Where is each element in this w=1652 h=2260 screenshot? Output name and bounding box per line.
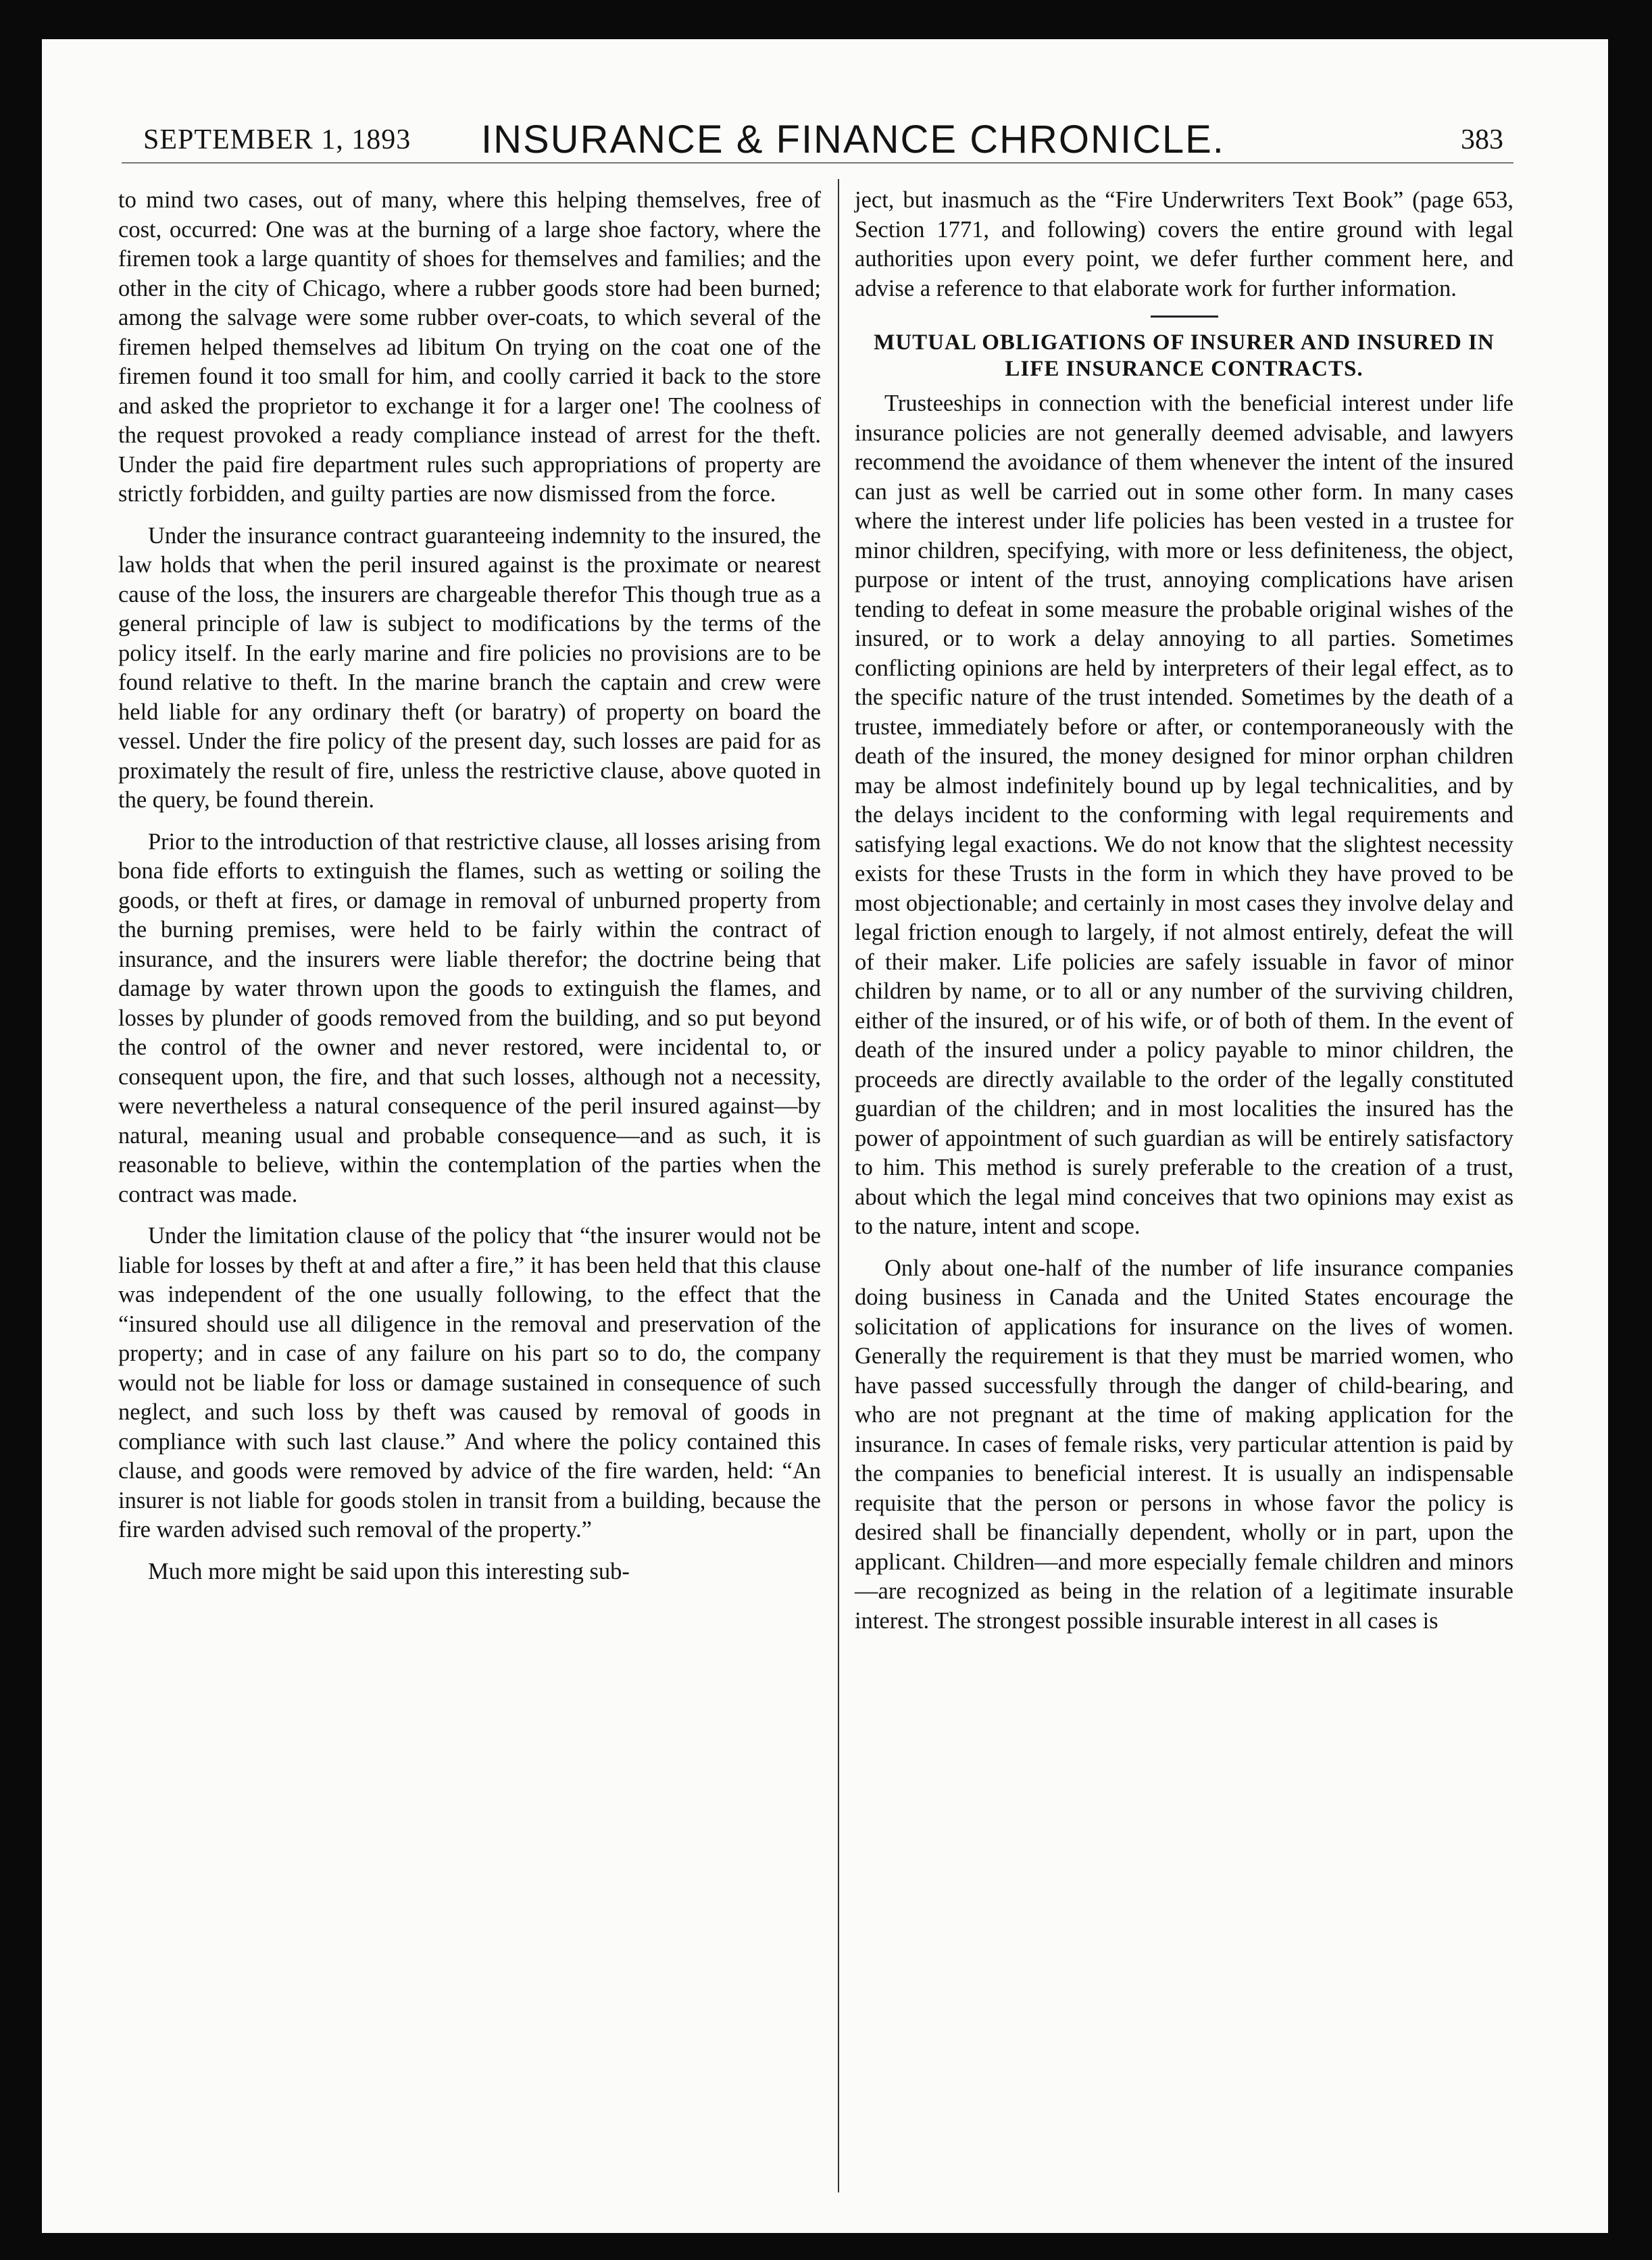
paragraph: Only about one-half of the number of life insurance companies doing business in Canada and the United States encourage the solicitation of applications for insurance on the lives of women. Generally the requirement is that they must be married women, who have passed successfully through the danger of child-bearing, and who are not pregnant at the time of making application for the insurance. In cases of female risks, very particular attention is paid by the companies to beneficial interest. It is usually an indispensable requisite that the person or persons in whose favor the policy is desired shall be financially dependent, wholly or in part, upon the applicant. Children—and more especially female children and minors—are recognized as being in the relation of a legitimate insurable interest. The strongest possible insurable interest in all cases is bbox=[855, 1255, 1513, 1634]
publication-title: INSURANCE & FINANCE CHRONICLE. bbox=[481, 118, 1225, 161]
section-separator bbox=[1151, 316, 1218, 318]
left-column bbox=[118, 186, 821, 1599]
header-rule bbox=[122, 162, 1513, 164]
scan-border-top bbox=[0, 0, 1652, 39]
right-column bbox=[855, 186, 1513, 1648]
paragraph: Trusteeships in connection with the beneficial interest under life insurance policies are not generally deemed advisable, and lawyers recommend the avoidance of them whenever the intent of the insured can just as well be carried out in some other form. In many cases where the interest under life policies has been vested in a trustee for minor children, specifying, with more or less definiteness, the object, purpose or intent of the trust, annoying complications have arisen tending to defeat in some measure the probable original wishes of the insured, or to work a delay annoying to all parties. Sometimes conflicting opinions are held by interpreters of their legal effect, as to the specific nature of the trust intended. Sometimes by the death of a trustee, immediately before or after, or contemporaneously with the death of the insured, the money designed for minor orphan children may be almost indefinitely bound up by legal technicalities, and by the delays incident to the conforming with legal requirements and satisfying legal exactions. We do not know that the slightest necessity exists for these Trusts in the form in which they have proved to be most objectionable; and certainly in most cases they involve delay and legal friction enough to largely, if not almost entirely, defeat the will of their maker. Life policies are safely issuable in favor of minor children by name, or to all or any number of the surviving children, either of the insured, or of his wife, or of both of them. In the event of death of the insured under a policy payable to minor children, the proceeds are directly available to the order of the legally constituted guardian of the children; and in most localities the insured has the power of appointment of such guardian as will be entirely satisfactory to him. This method is surely preferable to the creation of a trust, about which the legal mind conceives that two opinions may exist as to the nature, intent and scope. bbox=[855, 391, 1513, 1239]
header-date: SEPTEMBER 1, 1893 bbox=[143, 124, 411, 155]
paragraph: to mind two cases, out of many, where this helping themselves, free of cost, occurred: One was at the burning of a large shoe factory, where the firemen took a large quantity of shoes for themselves and families; and the other in the city of Chicago, where a rubber goods store had been burned; among the salvage were some rubber over-coats, to which several of the firemen helped themselves ad libitum On trying on the coat one of the firemen found it too small for him, and coolly carried it back to the store and asked the proprietor to exchange it for a larger one! The coolness of the request provoked a ready compliance instead of arrest for the theft. Under the paid fire department rules such appropriations of property are strictly forbidden, and guilty parties are now dismissed from the force. bbox=[118, 187, 821, 507]
column-divider bbox=[838, 179, 839, 2192]
running-header bbox=[0, 78, 1652, 161]
scan-border-left bbox=[0, 0, 42, 2260]
paragraph: Prior to the introduction of that restrictive clause, all losses arising from bona fide efforts to extinguish the flames, such as wetting or soiling the goods, or theft at fires, or damage in removal of unburned property from the burning premises, were held to be fairly within the contract of insurance, and the insurers were liable therefor; the doctrine being that damage by water thrown upon the goods to extinguish the flames, and losses by plunder of goods removed from the building, and so put beyond the control of the owner and never restored, were incidental to, or consequent upon, the fire, and that such losses, although not a necessity, were nevertheless a natural consequence of the peril insured against—by natural, meaning usual and probable consequence—and as such, it is reasonable to believe, within the contemplation of the parties when the contract was made. bbox=[118, 828, 821, 1207]
paragraph: Under the limitation clause of the policy that “the insurer would not be liable for losses by theft at and after a fire,” it has been held that this clause was independent of the one usually following, to the effect that the “insured should use all diligence in the removal and preservation of the property; and in case of any failure on his part so to do, the company would not be liable for loss or damage sustained in consequence of such neglect, and such loss by theft was caused by removal of goods in compliance with such last clause.” And where the policy contained this clause, and goods were removed by advice of the fire warden, held: “An insurer is not liable for goods stolen in transit from a building, because the fire warden advised such removal of the property.” bbox=[118, 1223, 821, 1542]
paragraph: Much more might be said upon this interesting sub- bbox=[148, 1558, 630, 1584]
paragraph: Under the insurance contract guaranteeing indemnity to the insured, the law holds that when the peril insured against is the proximate or nearest cause of the loss, the insurers are chargeable therefor This though true as a general principle of law is subject to modifications by the terms of the policy itself. In the early marine and fire policies no provisions are to be found relative to theft. In the marine branch the captain and crew were held liable for any ordinary theft (or baratry) of property on board the vessel. Under the fire policy of the present day, such losses are paid for as proximately the result of fire, unless the restrictive clause, above quoted in the query, be found therein. bbox=[118, 522, 821, 813]
page-number: 383 bbox=[1461, 124, 1503, 155]
scan-border-right bbox=[1608, 0, 1652, 2260]
paragraph: ject, but inasmuch as the “Fire Underwriters Text Book” (page 653, Section 1771, and following) covers the entire ground with legal authorities upon every point, we defer further comment here, and advise a reference to that elaborate work for further information. bbox=[855, 187, 1513, 301]
scan-border-bottom bbox=[0, 2233, 1652, 2260]
section-heading: MUTUAL OBLIGATIONS OF INSURER AND INSURED IN LIFE INSURANCE CONTRACTS. bbox=[874, 330, 1495, 381]
